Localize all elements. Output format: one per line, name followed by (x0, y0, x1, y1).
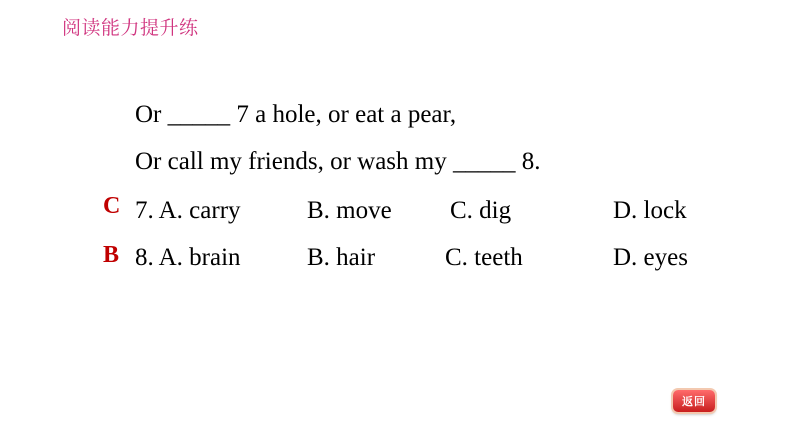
option-c: C. dig (450, 197, 512, 224)
option-b: B. move (307, 197, 392, 224)
passage-line-2: Or call my friends, or wash my _____ 8. (135, 148, 541, 175)
answer-label: C (103, 193, 121, 219)
option-c: C. teeth (445, 244, 523, 271)
question-number-option-a: 7. A. carry (135, 197, 241, 224)
option-d: D. lock (613, 197, 687, 224)
section-title: 阅读能力提升练 (62, 17, 199, 39)
passage-line-1: Or _____ 7 a hole, or eat a pear, (135, 101, 457, 128)
answer-label: B (103, 242, 120, 268)
option-b: B. hair (307, 244, 376, 271)
question-number-option-a: 8. A. brain (135, 244, 241, 271)
return-button[interactable]: 返回 (673, 390, 715, 412)
option-d: D. eyes (613, 244, 688, 271)
